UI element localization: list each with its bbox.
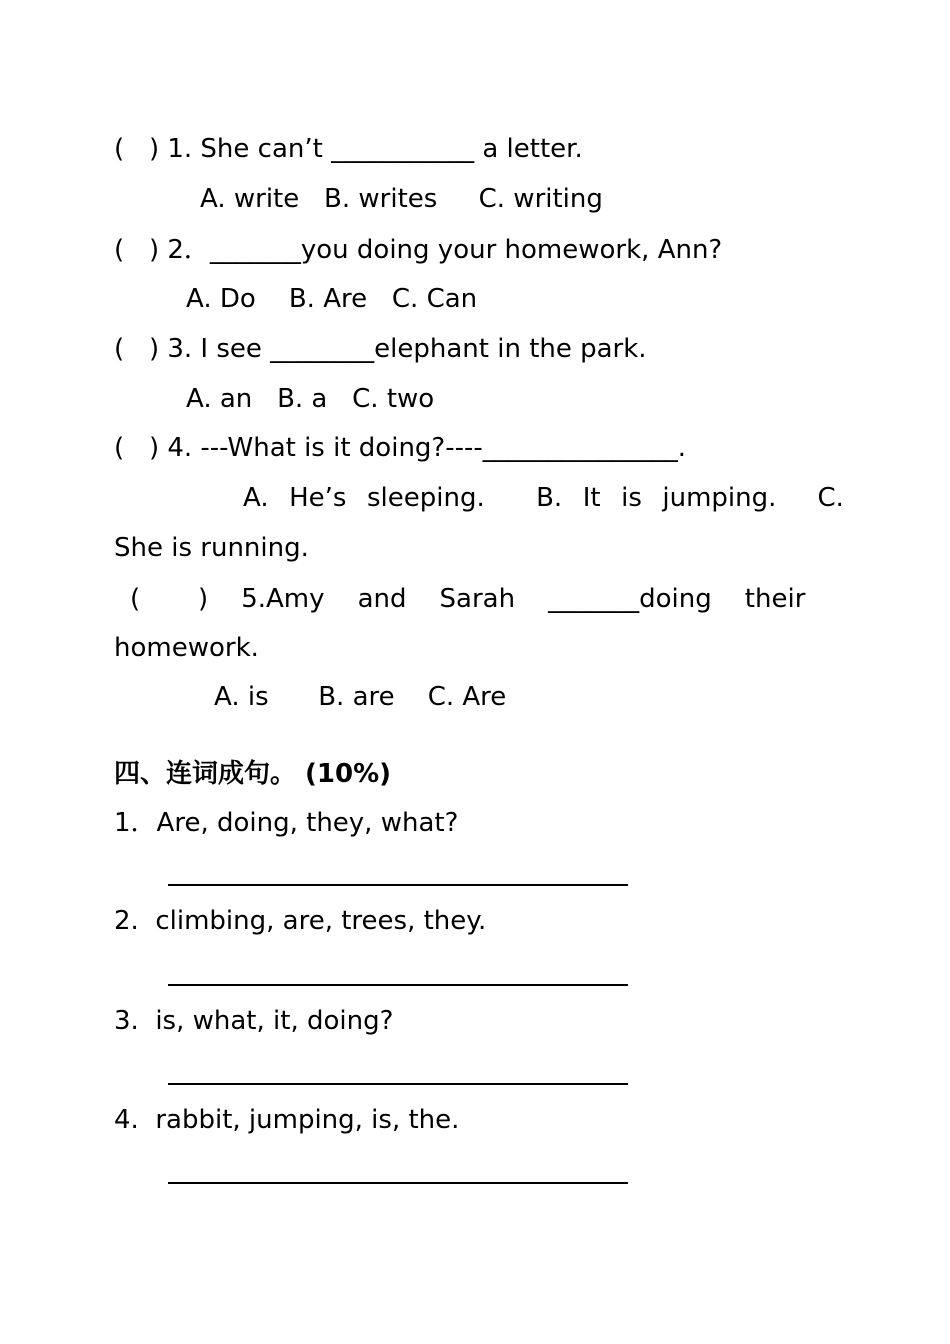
answer-line-3[interactable]: [168, 1083, 628, 1085]
question-5-stem-line2: homework.: [114, 633, 259, 663]
section-4-heading: 四、连词成句。 (10%): [114, 759, 392, 789]
question-1-stem: ( ) 1. She can’t ___________ a letter.: [114, 134, 583, 164]
sentence-prompt-4: 4. rabbit, jumping, is, the.: [114, 1105, 460, 1135]
question-4-options-line1: A. He’s sleeping. B. It is jumping. C.: [243, 483, 844, 513]
question-3-stem: ( ) 3. I see ________elephant in the park.: [114, 334, 647, 364]
question-1-options: A. write B. writes C. writing: [200, 184, 603, 214]
question-2-options: A. Do B. Are C. Can: [186, 284, 478, 314]
answer-line-2[interactable]: [168, 984, 628, 986]
sentence-prompt-2: 2. climbing, are, trees, they.: [114, 906, 487, 936]
question-4-options-line2: She is running.: [114, 533, 309, 563]
question-5-options: A. is B. are C. Are: [214, 682, 507, 712]
question-5-stem-line1: ( ) 5.Amy and Sarah _______doing their: [130, 584, 806, 614]
sentence-prompt-1: 1．Are, doing, they, what?: [114, 808, 459, 838]
question-2-stem: ( ) 2．_______you doing your homework, Ann?: [114, 235, 723, 265]
question-3-options: A. an B. a C. two: [186, 384, 435, 414]
answer-line-4[interactable]: [168, 1182, 628, 1184]
sentence-prompt-3: 3. is, what, it, doing?: [114, 1006, 394, 1036]
answer-line-1[interactable]: [168, 884, 628, 886]
question-4-stem: ( ) 4. ---What is it doing?----_______________.: [114, 433, 687, 463]
